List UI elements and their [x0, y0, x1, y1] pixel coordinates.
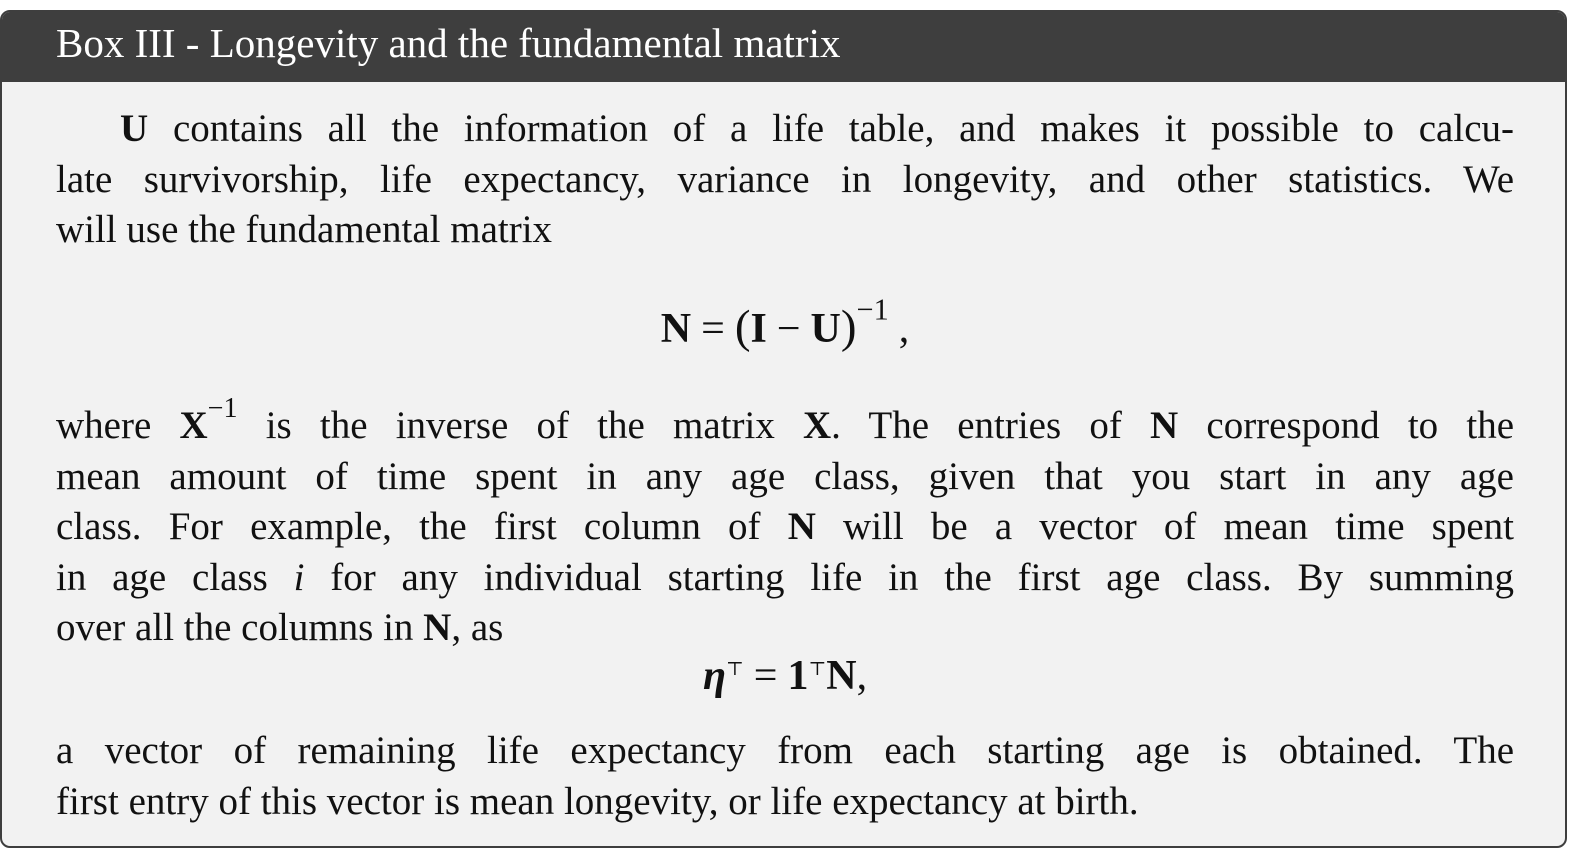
text-box: [0, 10, 1567, 848]
text-line: a vector of remaining life expectancy from each starting age is obtained. The: [56, 729, 1514, 772]
text-line: where $X^{-1}$ is the inverse of the matrix X. The entries of N correspond to the: [56, 392, 1514, 447]
equation-life-expectancy: η⊤ = 1⊤N,: [702, 653, 868, 699]
text-line: mean amount of time spent in any age class, given that you start in any age: [56, 454, 1514, 498]
text-line: first entry of this vector is mean longevity, or life expectancy at birth.: [56, 779, 1139, 823]
paragraph-intro: [56, 104, 1514, 256]
paragraph-explanation: [56, 392, 1515, 654]
equation-fundamental-matrix: $N = (I - U)^{-1}$ ,: [660, 292, 910, 353]
text-line: class. For example, the first column of N will be a vector of mean time spent: [56, 505, 1514, 548]
text-line: late survivorship, life expectancy, variance in longevity, and other statistics. We: [56, 157, 1514, 201]
text-line: U contains all the information of a life table, and makes it possible to calcu-: [120, 107, 1514, 150]
matrix-symbol: U: [120, 107, 149, 150]
paragraph-conclusion: [56, 726, 1514, 827]
text-line: in age class i for any individual starting life in the first age class. By summing: [56, 555, 1515, 599]
box-title: Box III - Longevity and the fundamental matrix: [2, 12, 1565, 82]
text-line: over all the columns in N, as: [56, 606, 504, 649]
text-line: will use the fundamental matrix: [56, 208, 553, 251]
